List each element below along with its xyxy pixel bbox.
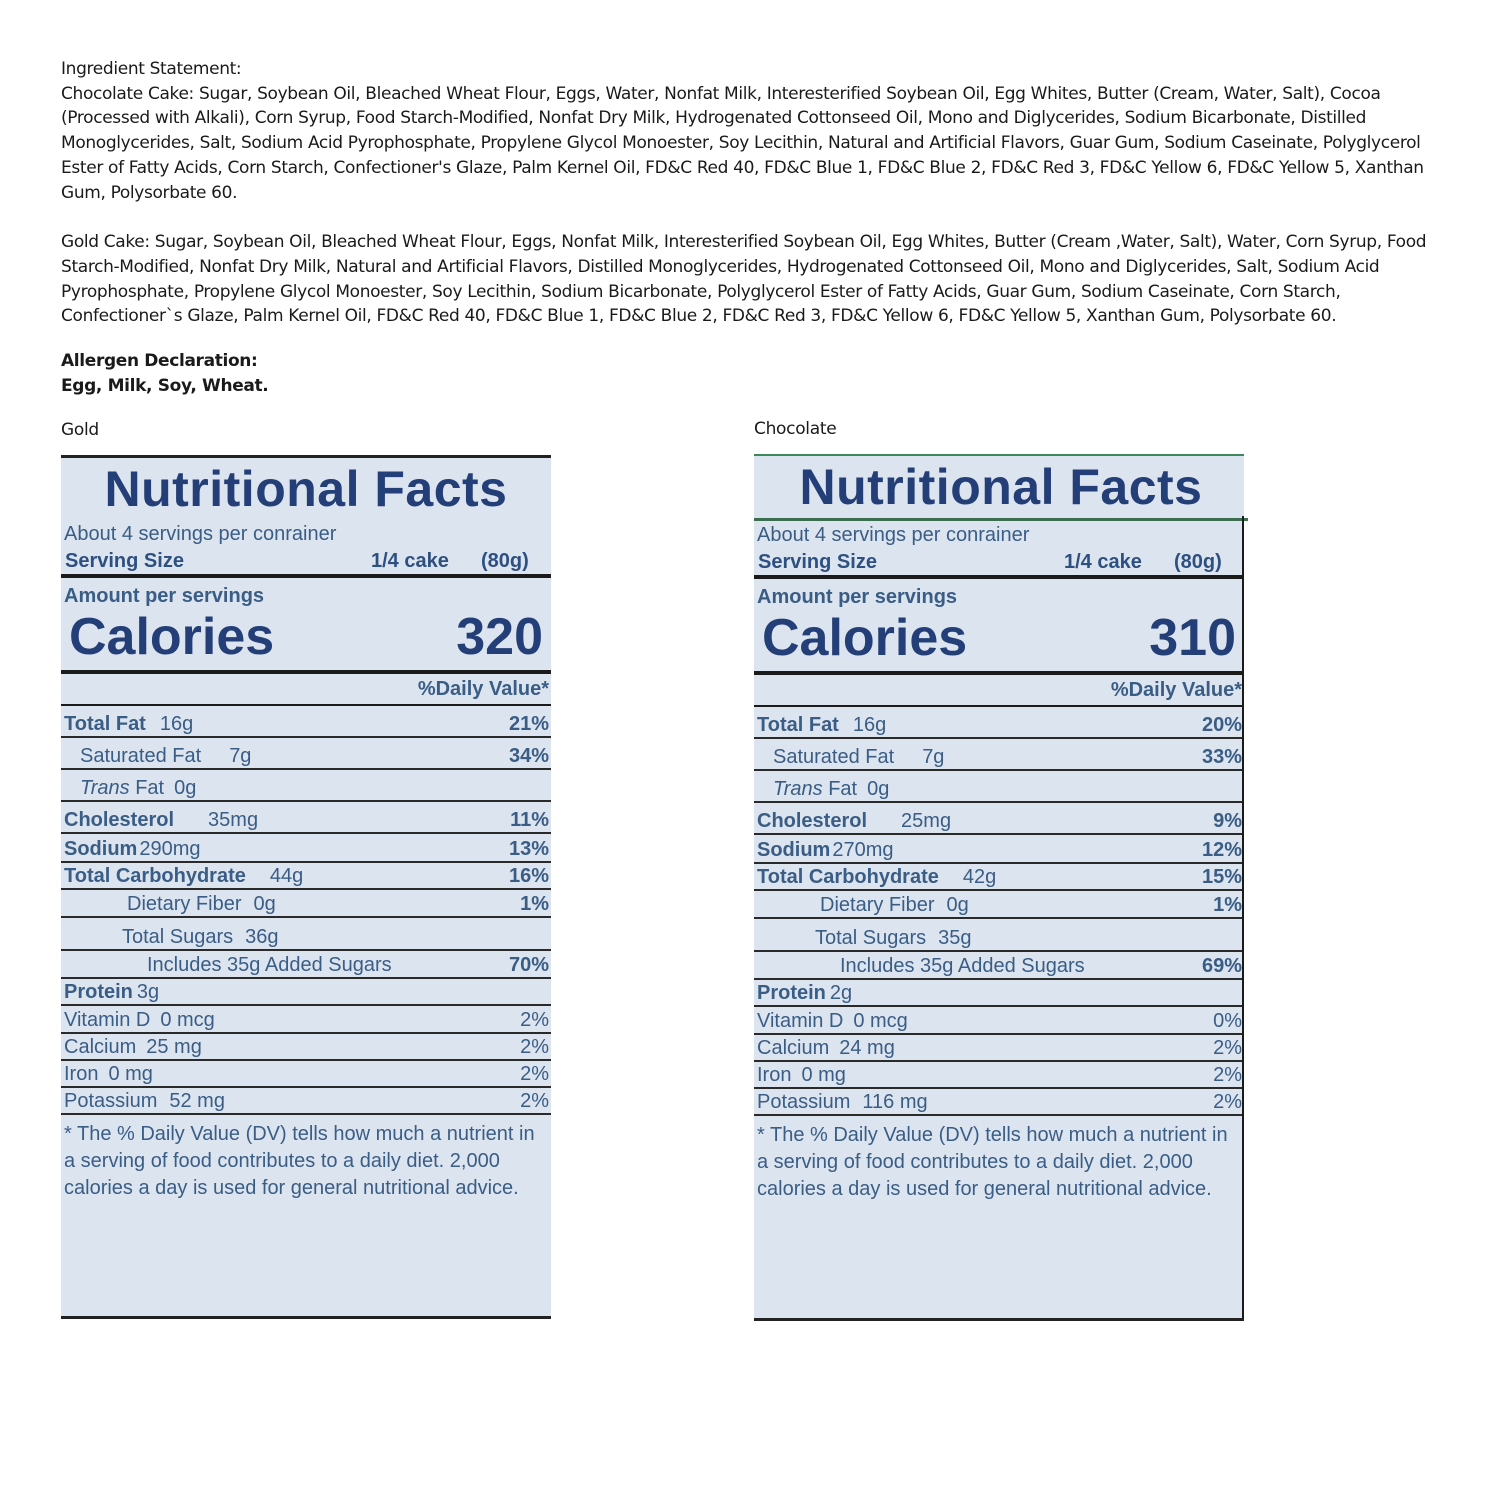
nutrient-amount: 24 mg	[839, 1037, 895, 1059]
nutrient-amount: 0g	[253, 893, 276, 915]
nutrient-label-italic: Trans	[773, 778, 823, 800]
nutrient-label: Fat	[129, 777, 165, 799]
calcium-row	[754, 1035, 1244, 1062]
amount-per-serving: Amount per servings	[757, 586, 958, 608]
nutrient-dv: 13%	[508, 838, 549, 860]
nutrient-label: Total Carbohydrate	[64, 865, 246, 887]
nutrient-label: Total Sugars	[122, 926, 234, 948]
serving-size-grams: (80g)	[481, 550, 529, 572]
servings-per-container: About 4 servings per conrainer	[64, 523, 337, 545]
daily-value-header: %Daily Value*	[61, 674, 551, 706]
nutrient-dv: 16%	[508, 865, 549, 887]
nutrition-facts-title: Nutritional Facts	[104, 461, 508, 517]
trans-fat-row	[61, 770, 551, 802]
calories-row	[754, 609, 1244, 675]
nutrient-label: Iron	[64, 1063, 99, 1085]
nutrient-label: Vitamin D	[757, 1010, 844, 1032]
nutrient-amount: 44g	[269, 865, 304, 887]
nutrient-amount: 25 mg	[146, 1036, 202, 1058]
nutrient-dv: 12%	[1201, 839, 1242, 861]
nutrient-label: Vitamin D	[64, 1009, 151, 1031]
protein-row	[61, 979, 551, 1006]
gold-cake-ingredients: Gold Cake: Sugar, Soybean Oil, Bleached Wheat Flour, Eggs, Nonfat Milk, Interesterified Soybean Oil, Egg Whites, Butter (Cream ,Water, Salt), Water, Corn Syrup, Food Starch-Modified, Nonfat Dry Milk, Natural and Artificial Flavors, Distilled Monoglycerides, Hydrogenated Cottonseed Oil, Mono and Diglycerides, Salt, Sodium Acid Pyrophosphate, Propylene Glycol Monoester, Soy Lecithin, Sodium Bicarbonate, Polyglycerol Ester of Fatty Acids, Guar Gum, Sodium Caseinate, Corn Starch, Confectioner`s Glaze, Palm Kernel Oil, FD&C Red 40, FD&C Blue 1, FD&C Blue 2, FD&C Red 3, FD&C Yellow 6, FD&C Yellow 5, Xanthan Gum, Polysorbate 60.	[61, 232, 1427, 327]
cholesterol-row	[61, 802, 551, 834]
nutrient-amount: 0g	[174, 777, 197, 799]
calories-label: Calories	[69, 608, 275, 666]
daily-value-footnote: * The % Daily Value (DV) tells how much a nutrient in a serving of food contributes to a daily diet. 2,000 calories a day is used for general nutritional advice.	[64, 1123, 535, 1199]
allergen-list: Egg, Milk, Soy, Wheat.	[61, 375, 269, 396]
nutrient-label-italic: Trans	[80, 777, 130, 799]
nutrient-amount: 0g	[946, 894, 969, 916]
serving-size-row	[61, 548, 551, 578]
protein-row	[754, 980, 1244, 1007]
nutrient-dv: 1%	[1213, 894, 1242, 916]
nutrient-dv: 33%	[1201, 746, 1242, 768]
ingredient-statement	[61, 57, 1451, 398]
added-sugars-row	[61, 951, 551, 979]
nutrient-dv: 2%	[1213, 1091, 1242, 1113]
trans-fat-row	[754, 771, 1244, 803]
nutrient-label: Total Fat	[64, 713, 146, 735]
nutrient-amount: 42g	[962, 866, 997, 888]
calories-value: 320	[456, 608, 543, 666]
saturated-fat-row	[754, 739, 1244, 771]
vitamin-d-row	[61, 1006, 551, 1034]
nutrient-dv: 2%	[1213, 1037, 1242, 1059]
nutrient-label: Iron	[757, 1064, 792, 1086]
amount-per-serving: Amount per servings	[64, 585, 265, 607]
serving-size-amount: 1/4 cake	[1064, 551, 1142, 573]
allergen-heading: Allergen Declaration:	[61, 351, 258, 372]
daily-value-footnote: * The % Daily Value (DV) tells how much a nutrient in a serving of food contributes to a daily diet. 2,000 calories a day is used for general nutritional advice.	[757, 1124, 1228, 1200]
nutrient-amount: 52 mg	[169, 1090, 225, 1112]
daily-value-header: %Daily Value*	[754, 675, 1244, 707]
nutrient-label: Calcium	[64, 1036, 137, 1058]
nutrient-label: Cholesterol	[64, 809, 175, 831]
saturated-fat-row	[61, 738, 551, 770]
gold-caption: Gold	[61, 420, 99, 440]
nutrient-label: Sodium	[64, 838, 138, 860]
nutrient-amount: 290mg	[139, 838, 201, 860]
nutrient-amount: 7g	[922, 746, 945, 768]
nutrient-label: Dietary Fiber	[820, 894, 935, 916]
dietary-fiber-row	[754, 891, 1244, 919]
serving-size-amount: 1/4 cake	[371, 550, 449, 572]
nutrient-label: Fat	[822, 778, 858, 800]
nutrient-dv: 2%	[520, 1036, 549, 1058]
vitamin-d-row	[754, 1007, 1244, 1035]
nutrient-label: Calcium	[757, 1037, 830, 1059]
nutrient-dv: 34%	[508, 745, 549, 767]
nutrient-amount: 116 mg	[862, 1091, 928, 1113]
calories-label: Calories	[762, 609, 968, 667]
gold-nutrition-panel	[61, 455, 551, 1319]
nutrient-dv: 9%	[1213, 810, 1242, 832]
nutrient-amount: 0 mcg	[853, 1010, 908, 1032]
nutrient-amount: 25mg	[901, 810, 952, 832]
nutrient-amount: 16g	[159, 713, 194, 735]
nutrient-amount: 0g	[867, 778, 890, 800]
iron-row	[61, 1061, 551, 1088]
nutrient-label: Includes 35g Added Sugars	[147, 954, 392, 976]
nutrient-amount: 35g	[938, 927, 972, 949]
calories-row	[61, 608, 551, 674]
sodium-row	[61, 834, 551, 863]
nutrient-label: Total Carbohydrate	[757, 866, 939, 888]
serving-size-label: Serving Size	[65, 550, 184, 572]
serving-size-label: Serving Size	[758, 551, 877, 573]
nutrient-label: Total Sugars	[815, 927, 927, 949]
nutrient-label: Sodium	[757, 839, 831, 861]
chocolate-caption: Chocolate	[754, 419, 837, 439]
nutrient-amount: 35mg	[208, 809, 259, 831]
nutrient-dv: 20%	[1201, 714, 1242, 736]
nutrient-amount: 16g	[852, 714, 887, 736]
iron-row	[754, 1062, 1244, 1089]
nutrient-dv: 11%	[510, 809, 549, 831]
nutrient-amount: 2g	[829, 982, 853, 1004]
nutrient-label: Protein	[757, 982, 826, 1004]
nutrient-dv: 1%	[520, 893, 549, 915]
servings-per-container: About 4 servings per conrainer	[757, 524, 1030, 546]
total-sugars-row	[754, 919, 1244, 952]
total-carbohydrate-row	[61, 863, 551, 890]
nutrient-amount: 36g	[245, 926, 279, 948]
nutrient-label: Dietary Fiber	[127, 893, 242, 915]
nutrient-label: Cholesterol	[757, 810, 868, 832]
potassium-row	[61, 1088, 551, 1115]
ingredient-heading: Ingredient Statement:	[61, 59, 242, 79]
total-fat-row	[61, 706, 551, 738]
nutrient-amount: 0 mg	[108, 1063, 153, 1085]
sodium-row	[754, 835, 1244, 864]
cholesterol-row	[754, 803, 1244, 835]
nutrient-amount: 0 mcg	[160, 1009, 215, 1031]
total-carbohydrate-row	[754, 864, 1244, 891]
nutrient-amount: 7g	[229, 745, 252, 767]
total-sugars-row	[61, 918, 551, 951]
nutrient-label: Saturated Fat	[773, 746, 895, 768]
nutrient-amount: 270mg	[832, 839, 894, 861]
nutrient-dv: 2%	[520, 1063, 549, 1085]
nutrient-amount: 3g	[136, 981, 160, 1003]
nutrient-label: Protein	[64, 981, 133, 1003]
nutrient-dv: 2%	[1213, 1064, 1242, 1086]
nutrient-dv: 15%	[1201, 866, 1242, 888]
chocolate-nutrition-panel	[754, 454, 1244, 1321]
nutrient-label: Saturated Fat	[80, 745, 202, 767]
calories-value: 310	[1149, 609, 1236, 667]
nutrient-label: Total Fat	[757, 714, 839, 736]
nutrient-dv: 2%	[520, 1009, 549, 1031]
added-sugars-row	[754, 952, 1244, 980]
nutrient-dv: 70%	[508, 954, 549, 976]
dietary-fiber-row	[61, 890, 551, 918]
nutrient-dv: 2%	[520, 1090, 549, 1112]
chocolate-cake-ingredients: Chocolate Cake: Sugar, Soybean Oil, Bleached Wheat Flour, Eggs, Water, Nonfat Milk, Interesterified Soybean Oil, Egg Whites, Butter (Cream, Water, Salt), Cocoa (Processed with Alkali), Corn Syrup, Food Starch-Modified, Nonfat Dry Milk, Hydrogenated Cottonseed Oil, Mono and Diglycerides, Sodium Bicarbonate, Distilled Monoglycerides, Salt, Sodium Acid Pyrophosphate, Propylene Glycol Monoester, Soy Lecithin, Natural and Artificial Flavors, Guar Gum, Sodium Caseinate, Polyglycerol Ester of Fatty Acids, Corn Starch, Confectioner's Glaze, Palm Kernel Oil, FD&C Red 40, FD&C Blue 1, FD&C Blue 2, FD&C Red 3, FD&C Yellow 6, FD&C Yellow 5, Xanthan Gum, Polysorbate 60.	[61, 83, 1424, 203]
nutrient-dv: 21%	[508, 713, 549, 735]
calcium-row	[61, 1034, 551, 1061]
nutrient-dv: 69%	[1201, 955, 1242, 977]
nutrient-amount: 0 mg	[801, 1064, 846, 1086]
serving-size-row	[754, 549, 1244, 579]
nutrient-dv: 0%	[1213, 1010, 1242, 1032]
nutrient-label: Includes 35g Added Sugars	[840, 955, 1085, 977]
serving-size-grams: (80g)	[1174, 551, 1222, 573]
nutrient-label: Potassium	[64, 1090, 158, 1112]
total-fat-row	[754, 707, 1244, 739]
nutrient-label: Potassium	[757, 1091, 851, 1113]
potassium-row	[754, 1089, 1244, 1116]
nutrition-facts-title: Nutritional Facts	[754, 456, 1248, 521]
